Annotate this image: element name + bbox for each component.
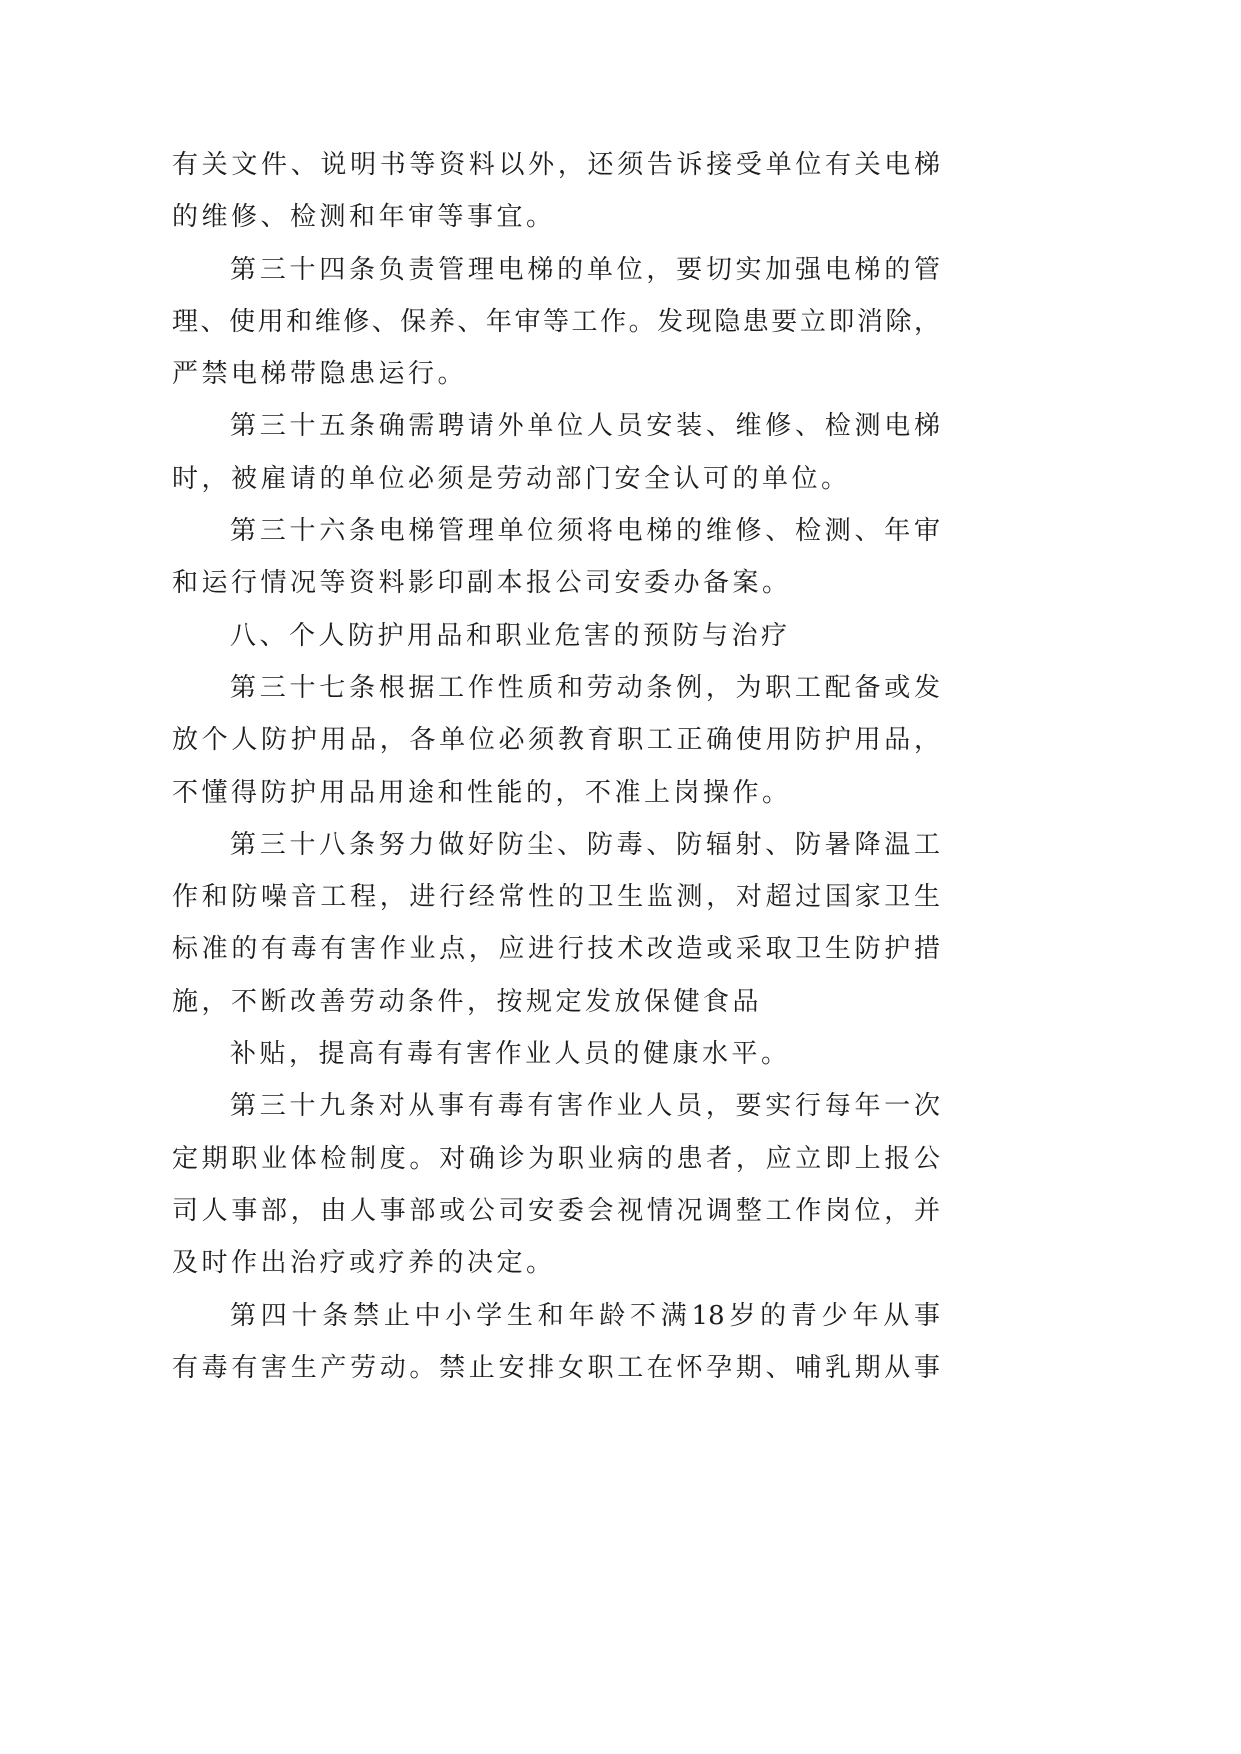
text-line: 第三十四条负责管理电梯的单位，要切实加强电梯的管 bbox=[230, 254, 940, 285]
text-line: 理、使用和维修、保养、年审等工作。发现隐患要立即消除， bbox=[172, 306, 940, 337]
text-line: 标准的有毒有害作业点，应进行技术改造或采取卫生防护措 bbox=[172, 934, 940, 965]
text-line: 司人事部，由人事部或公司安委会视情况调整工作岗位，并 bbox=[172, 1195, 940, 1226]
article-38-continued bbox=[172, 1028, 940, 1080]
text-line: 有关文件、说明书等资料以外，还须告诉接受单位有关电梯 bbox=[172, 150, 940, 180]
paragraph bbox=[172, 139, 940, 244]
text-line: 施，不断改善劳动条件，按规定发放保健食品 bbox=[172, 986, 763, 1017]
text-line: 作和防噪音工程，进行经常性的卫生监测，对超过国家卫生 bbox=[172, 882, 940, 913]
text-line: 第三十六条电梯管理单位须将电梯的维修、检测、年审 bbox=[230, 516, 940, 547]
text-line: 严禁电梯带隐患运行。 bbox=[172, 359, 468, 390]
article-39 bbox=[172, 1080, 940, 1289]
article-35 bbox=[172, 400, 940, 505]
article-38 bbox=[172, 819, 940, 1028]
section-title: 八、个人防护用品和职业危害的预防与治疗 bbox=[230, 620, 791, 651]
text-line: 及时作出治疗或疗养的决定。 bbox=[172, 1248, 556, 1279]
article-34 bbox=[172, 244, 940, 401]
text-line: 有毒有害生产劳动。禁止安排女职工在怀孕期、哺乳期从事 bbox=[172, 1352, 940, 1383]
text-line: 补贴，提高有毒有害作业人员的健康水平。 bbox=[230, 1039, 791, 1070]
article-36 bbox=[172, 505, 940, 610]
text-line: 放个人防护用品，各单位必须教育职工正确使用防护用品， bbox=[172, 725, 940, 756]
text-line: 的维修、检测和年审等事宜。 bbox=[172, 202, 556, 233]
article-40 bbox=[172, 1290, 940, 1395]
text-line: 第三十八条努力做好防尘、防毒、防辐射、防暑降温工 bbox=[230, 829, 940, 860]
text-line: 第四十条禁止中小学生和年龄不满18岁的青少年从事 bbox=[230, 1300, 940, 1331]
section-heading bbox=[172, 610, 940, 662]
text-line: 和运行情况等资料影印副本报公司安委办备案。 bbox=[172, 568, 792, 599]
text-line: 时，被雇请的单位必须是劳动部门安全认可的单位。 bbox=[172, 463, 851, 494]
body-text bbox=[172, 139, 940, 1394]
text-line: 定期职业体检制度。对确诊为职业病的患者，应立即上报公 bbox=[172, 1143, 940, 1174]
text-line: 第三十五条确需聘请外单位人员安装、维修、检测电梯 bbox=[230, 411, 940, 442]
article-37 bbox=[172, 662, 940, 819]
text-line: 第三十七条根据工作性质和劳动条例，为职工配备或发 bbox=[230, 672, 940, 703]
text-line: 第三十九条对从事有毒有害作业人员，要实行每年一次 bbox=[230, 1091, 940, 1122]
text-line: 不懂得防护用品用途和性能的，不准上岗操作。 bbox=[172, 777, 792, 808]
